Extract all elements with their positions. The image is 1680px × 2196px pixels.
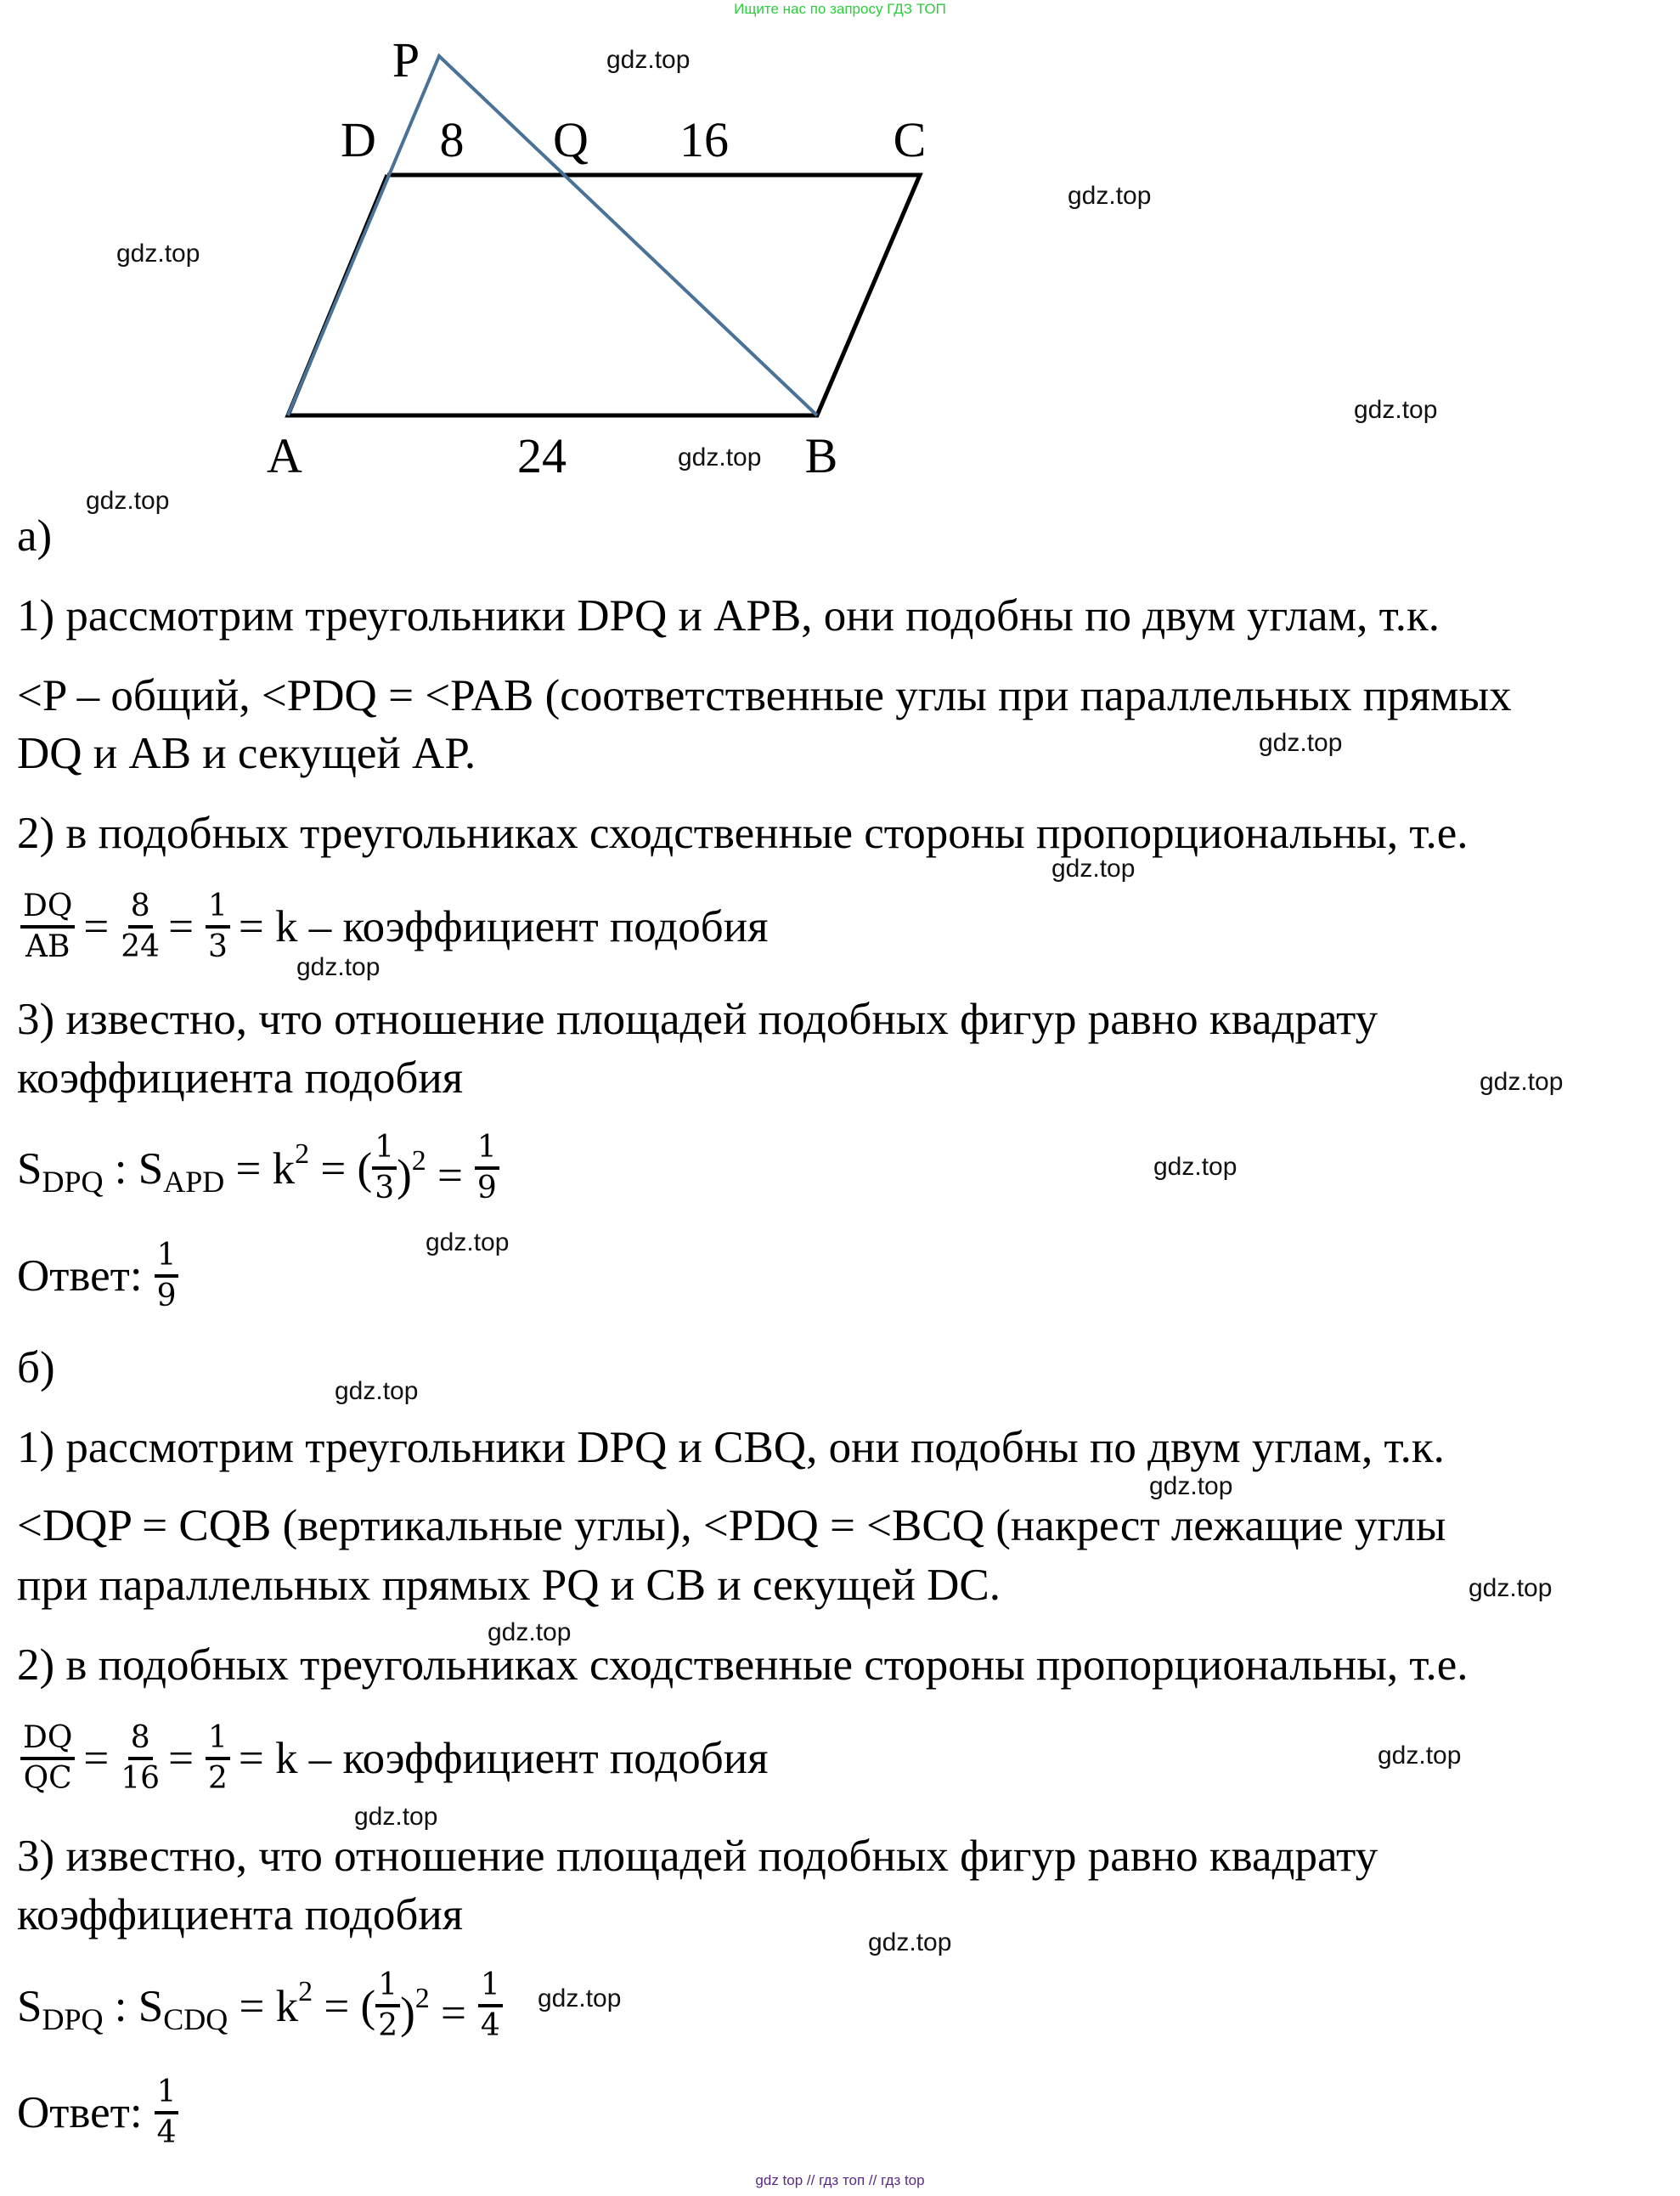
segment-label-qc: 16: [679, 112, 729, 167]
part-a-line-5: 3) известно, что отношение площадей подобных фигур равно квадрату: [17, 995, 1378, 1044]
k-symbol: = k: [224, 1144, 296, 1194]
equals-paren: = (: [309, 1144, 373, 1194]
superscript: 2: [411, 1144, 426, 1177]
numerator: 8: [128, 888, 153, 929]
watermark: gdz.top: [354, 1803, 438, 1831]
watermark: gdz.top: [678, 443, 762, 471]
denominator: QC: [23, 1761, 72, 1796]
part-a-area-formula: [17, 1127, 508, 1209]
watermark: gdz.top: [335, 1377, 419, 1405]
area-symbol: S: [138, 1982, 164, 2031]
watermark: gdz.top: [606, 46, 691, 74]
area-symbol: S: [138, 1144, 164, 1194]
denominator: 9: [476, 1171, 497, 1205]
subscript: DPQ: [42, 2002, 104, 2036]
watermark: gdz.top: [1469, 1574, 1553, 1602]
equals: =: [168, 1734, 194, 1783]
segment-label-dq: 8: [439, 112, 465, 167]
denominator: 4: [156, 2115, 177, 2150]
fraction: [121, 1719, 160, 1798]
fraction: [475, 1129, 499, 1207]
numerator: 8: [128, 1719, 153, 1760]
denominator: 3: [375, 1171, 395, 1205]
fraction: [375, 1967, 400, 2045]
fraction: [478, 1967, 503, 2045]
colon: :: [103, 1982, 138, 2031]
part-b-line-4: 2) в подобных треугольниках сходственные стороны пропорциональны, т.е.: [17, 1640, 1469, 1690]
fraction: [155, 1237, 179, 1315]
equals: =: [83, 902, 110, 951]
watermark: gdz.top: [1068, 182, 1152, 210]
part-b-ratio: [17, 1719, 776, 1798]
superscript: 2: [295, 1138, 310, 1170]
part-b-title: б): [17, 1343, 55, 1392]
fraction: [20, 1719, 75, 1798]
vertex-label-b: B: [804, 428, 838, 483]
numerator: DQ: [20, 888, 75, 929]
fraction: [121, 888, 160, 966]
part-a-answer: [17, 1237, 187, 1315]
superscript: 2: [298, 1976, 313, 2007]
watermark: gdz.top: [296, 953, 381, 981]
equals: =: [426, 1150, 463, 1200]
close-paren: ): [400, 1988, 415, 2038]
denominator: 2: [207, 1761, 228, 1796]
part-b-answer: [17, 2074, 187, 2152]
site-banner[interactable]: Ищите нас по запросу ГДЗ ТОП: [734, 1, 946, 17]
part-a-line-1: 1) рассмотрим треугольники DPQ и APB, они подобны по двум углам, т.к.: [17, 591, 1440, 641]
equals: =: [429, 1988, 466, 2038]
fraction: [206, 888, 230, 966]
numerator: 1: [155, 2074, 179, 2114]
footer-links[interactable]: gdz top // гдз топ // гдз top: [755, 2172, 925, 2188]
equals: =: [83, 1734, 110, 1783]
denominator: 4: [480, 2008, 500, 2043]
watermark: gdz.top: [1480, 1068, 1564, 1096]
numerator: DQ: [20, 1719, 75, 1760]
fraction: [372, 1129, 397, 1207]
equals-paren: = (: [313, 1982, 376, 2031]
k-symbol: = k: [228, 1982, 299, 2031]
part-a-line-3: DQ и AB и секущей AP.: [17, 729, 476, 778]
ratio-tail: = k – коэффициент подобия: [238, 1734, 769, 1783]
area-symbol: S: [17, 1144, 42, 1194]
watermark: gdz.top: [538, 1984, 622, 2013]
numerator: 1: [155, 1237, 179, 1278]
numerator: 1: [475, 1129, 499, 1170]
vertex-label-q: Q: [553, 112, 589, 167]
watermark: gdz.top: [1153, 1153, 1237, 1181]
vertex-label-p: P: [392, 32, 420, 88]
fraction: [20, 888, 75, 966]
part-b-line-3: при параллельных прямых PQ и CB и секущей DC.: [17, 1561, 1001, 1610]
denominator: 2: [378, 2008, 398, 2043]
vertex-label-d: D: [341, 112, 376, 167]
segment-label-ab: 24: [517, 428, 567, 483]
subscript: CDQ: [163, 2002, 228, 2036]
watermark: gdz.top: [1051, 855, 1136, 883]
numerator: 1: [478, 1967, 503, 2007]
watermark: gdz.top: [488, 1618, 572, 1646]
watermark: gdz.top: [868, 1928, 952, 1956]
part-b-line-5: 3) известно, что отношение площадей подобных фигур равно квадрату: [17, 1832, 1378, 1881]
denominator: AB: [25, 929, 70, 964]
triangle-apb: [288, 56, 817, 415]
answer-label: Ответ:: [17, 2088, 143, 2137]
numerator: 1: [375, 1967, 400, 2007]
numerator: 1: [206, 888, 230, 929]
denominator: 24: [121, 929, 161, 964]
subscript: DPQ: [42, 1165, 104, 1199]
superscript: 2: [414, 1982, 430, 2014]
fraction: [155, 2074, 179, 2152]
numerator: 1: [372, 1129, 397, 1170]
watermark: gdz.top: [426, 1228, 510, 1256]
watermark: gdz.top: [1354, 396, 1438, 424]
watermark: gdz.top: [86, 487, 170, 515]
vertex-label-c: C: [893, 112, 927, 167]
part-a-line-6: коэффициента подобия: [17, 1053, 464, 1103]
part-a-line-4: 2) в подобных треугольниках сходственные стороны пропорциональны, т.е.: [17, 809, 1469, 858]
ratio-tail: = k – коэффициент подобия: [238, 902, 769, 951]
watermark: gdz.top: [1378, 1742, 1462, 1770]
part-b-line-1: 1) рассмотрим треугольники DPQ и CBQ, они подобны по двум углам, т.к.: [17, 1423, 1445, 1472]
denominator: 3: [207, 929, 228, 964]
part-a-line-2: <P – общий, <PDQ = <PAB (соответственные углы при параллельных прямых: [17, 671, 1512, 720]
watermark: gdz.top: [116, 240, 200, 268]
watermark: gdz.top: [1259, 729, 1343, 757]
answer-label: Ответ:: [17, 1251, 143, 1301]
denominator: 9: [156, 1279, 177, 1313]
fraction: [206, 1719, 230, 1798]
denominator: 16: [121, 1761, 161, 1796]
geometry-diagram: [0, 0, 1680, 510]
vertex-label-a: A: [267, 428, 302, 483]
part-a-ratio: [17, 888, 776, 966]
area-symbol: S: [17, 1982, 42, 2031]
part-a-title: а): [17, 511, 53, 561]
part-b-line-2: <DQP = CQB (вертикальные углы), <PDQ = <BCQ (накрест лежащие углы: [17, 1501, 1446, 1550]
close-paren: ): [397, 1150, 412, 1200]
watermark: gdz.top: [1149, 1472, 1233, 1500]
part-b-line-6: коэффициента подобия: [17, 1890, 464, 1939]
numerator: 1: [206, 1719, 230, 1760]
colon: :: [103, 1144, 138, 1194]
equals: =: [168, 902, 194, 951]
subscript: APD: [163, 1165, 225, 1199]
part-b-area-formula: [17, 1965, 511, 2046]
